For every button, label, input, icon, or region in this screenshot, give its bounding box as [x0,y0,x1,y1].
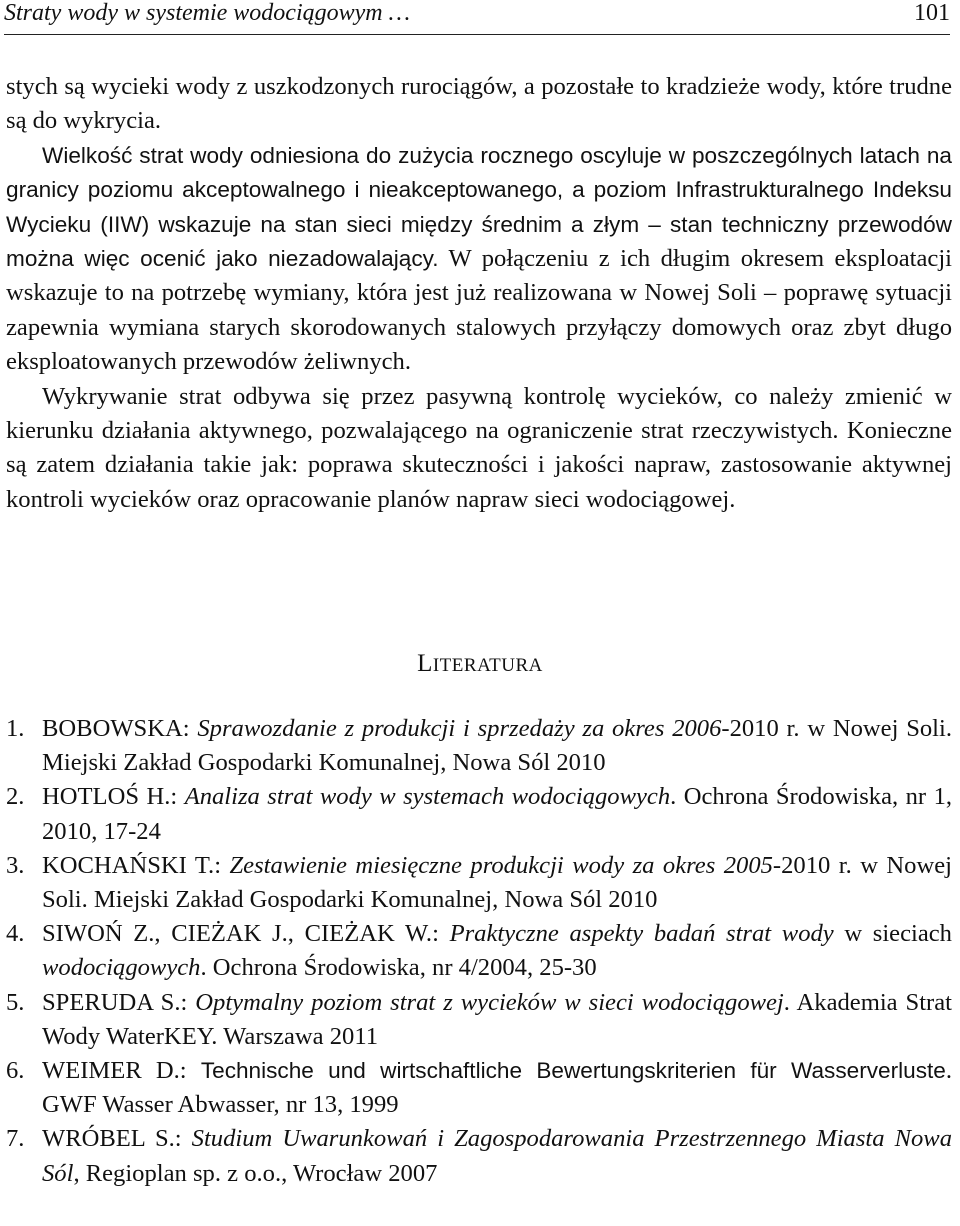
reference-source: -2010 r. w Nowej Soli. Miejski Zakład Gospodarki Komunalnej, Nowa Sól 2010 [42,715,952,777]
reference-author: WRÓBEL S.: [42,1125,192,1153]
reference-item [6,986,952,1054]
paragraph-text: W połączeniu z ich długim okresem eksploatacji wskazuje to na potrzebę wymiany, która jest już realizowana w Nowej Soli – poprawę sytuacji zapewnia wymiana starych skorodowanych stalowych przyłączy domowych oraz zbyt długo eksploatowanych przewodów żeliwnych. [6,245,952,376]
reference-item [6,1054,952,1122]
reference-number: 6. [6,1057,25,1085]
reference-source: w sieciach [833,920,952,948]
reference-title: Studium Uwarunkowań i Zagospodarowania Przestrzennego Miasta Nowa Sól [42,1125,952,1187]
paragraph-text: Wykrywanie strat odbywa się przez pasywną kontrolę wycieków, co należy zmienić w kierunku działania aktywnego, pozwalającego na ograniczenie strat rzeczywistych. Konieczne są zatem działania takie jak: poprawa skuteczności i jakości napraw, zastosowanie aktywnej kontroli wycieków oraz opracowanie planów napraw sieci wodociągowej. [6,382,952,513]
running-title: Straty wody w systemie wodociągowym … [4,0,410,26]
paragraph-text: stych są wycieki wody z uszkodzonych rurociągów, a pozostałe to kradzieże wody, które trudne są do wykrycia. [6,73,952,135]
reference-source: . Akademia Strat Wody WaterKEY. Warszawa 2011 [42,988,952,1050]
reference-source: . Ochrona Środowiska, nr 1, 2010, 17-24 [42,783,953,845]
reference-number: 4. [6,920,25,948]
heading-initial: L [417,650,433,677]
reference-title: Optymalny poziom strat z wycieków w sieci wodociągowej [195,988,784,1016]
reference-source: . Ochrona Środowiska, nr 4/2004, 25-30 [200,954,597,982]
reference-number: 5. [6,988,25,1016]
paragraph [6,380,952,518]
reference-number: 2. [6,783,25,811]
reference-source: , Regioplan sp. z o.o., Wrocław 2007 [73,1159,438,1187]
reference-author: HOTLOŚ H.: [42,783,185,811]
reference-number: 1. [6,715,25,742]
reference-item [6,917,952,985]
paragraph [6,70,952,139]
reference-title: Technische und wirtschaftliche Bewertungskriterien für Wasserverluste [200,1058,946,1084]
section-heading-literature [0,650,960,678]
reference-number: 7. [6,1125,25,1153]
reference-title: Zestawienie miesięczne produkcji wody za okres 2005 [229,851,773,879]
reference-source: -2010 r. w Nowej Soli. Miejski Zakład Gospodarki Komunalnej, Nowa Sól 2010 [42,851,952,914]
reference-author: WEIMER D.: [42,1057,201,1085]
reference-item [6,780,952,848]
reference-author: SPERUDA S.: [42,988,196,1016]
reference-author: SIWOŃ Z., CIEŻAK J., CIEŻAK W.: [42,920,450,948]
reference-title: Analiza strat wody w systemach wodociągowych [184,783,671,811]
heading-rest: ITERATURA [432,655,543,676]
page-number: 101 [914,0,950,26]
reference-title: Sprawozdanie z produkcji i sprzedaży za okres 2006 [197,715,722,742]
reference-item [6,1122,952,1190]
reference-list [6,712,952,1191]
reference-title: Praktyczne aspekty badań strat wody [449,920,834,948]
reference-author: KOCHAŃSKI T.: [42,851,230,879]
reference-title: wodociągowych [42,954,201,982]
reference-author: BOBOWSKA: [42,715,198,742]
running-header [4,0,950,35]
reference-item [6,849,952,917]
reference-source: . GWF Wasser Abwasser, nr 13, 1999 [42,1057,953,1119]
body-text [6,70,952,517]
paragraph [6,139,952,380]
reference-item [6,712,952,780]
paragraph-text: Wielkość strat wody odniesiona do zużycia rocznego oscyluje w poszczególnych latach na granicy poziomu akceptowalnego i nieakceptowanego, a poziom Infrastrukturalnego Indeksu Wycieku (IIW) wskazuje na stan sieci między średnim a złym – stan techniczny przewodów można więc ocenić jako niezadowalający. [6,142,952,272]
reference-number: 3. [6,851,25,879]
